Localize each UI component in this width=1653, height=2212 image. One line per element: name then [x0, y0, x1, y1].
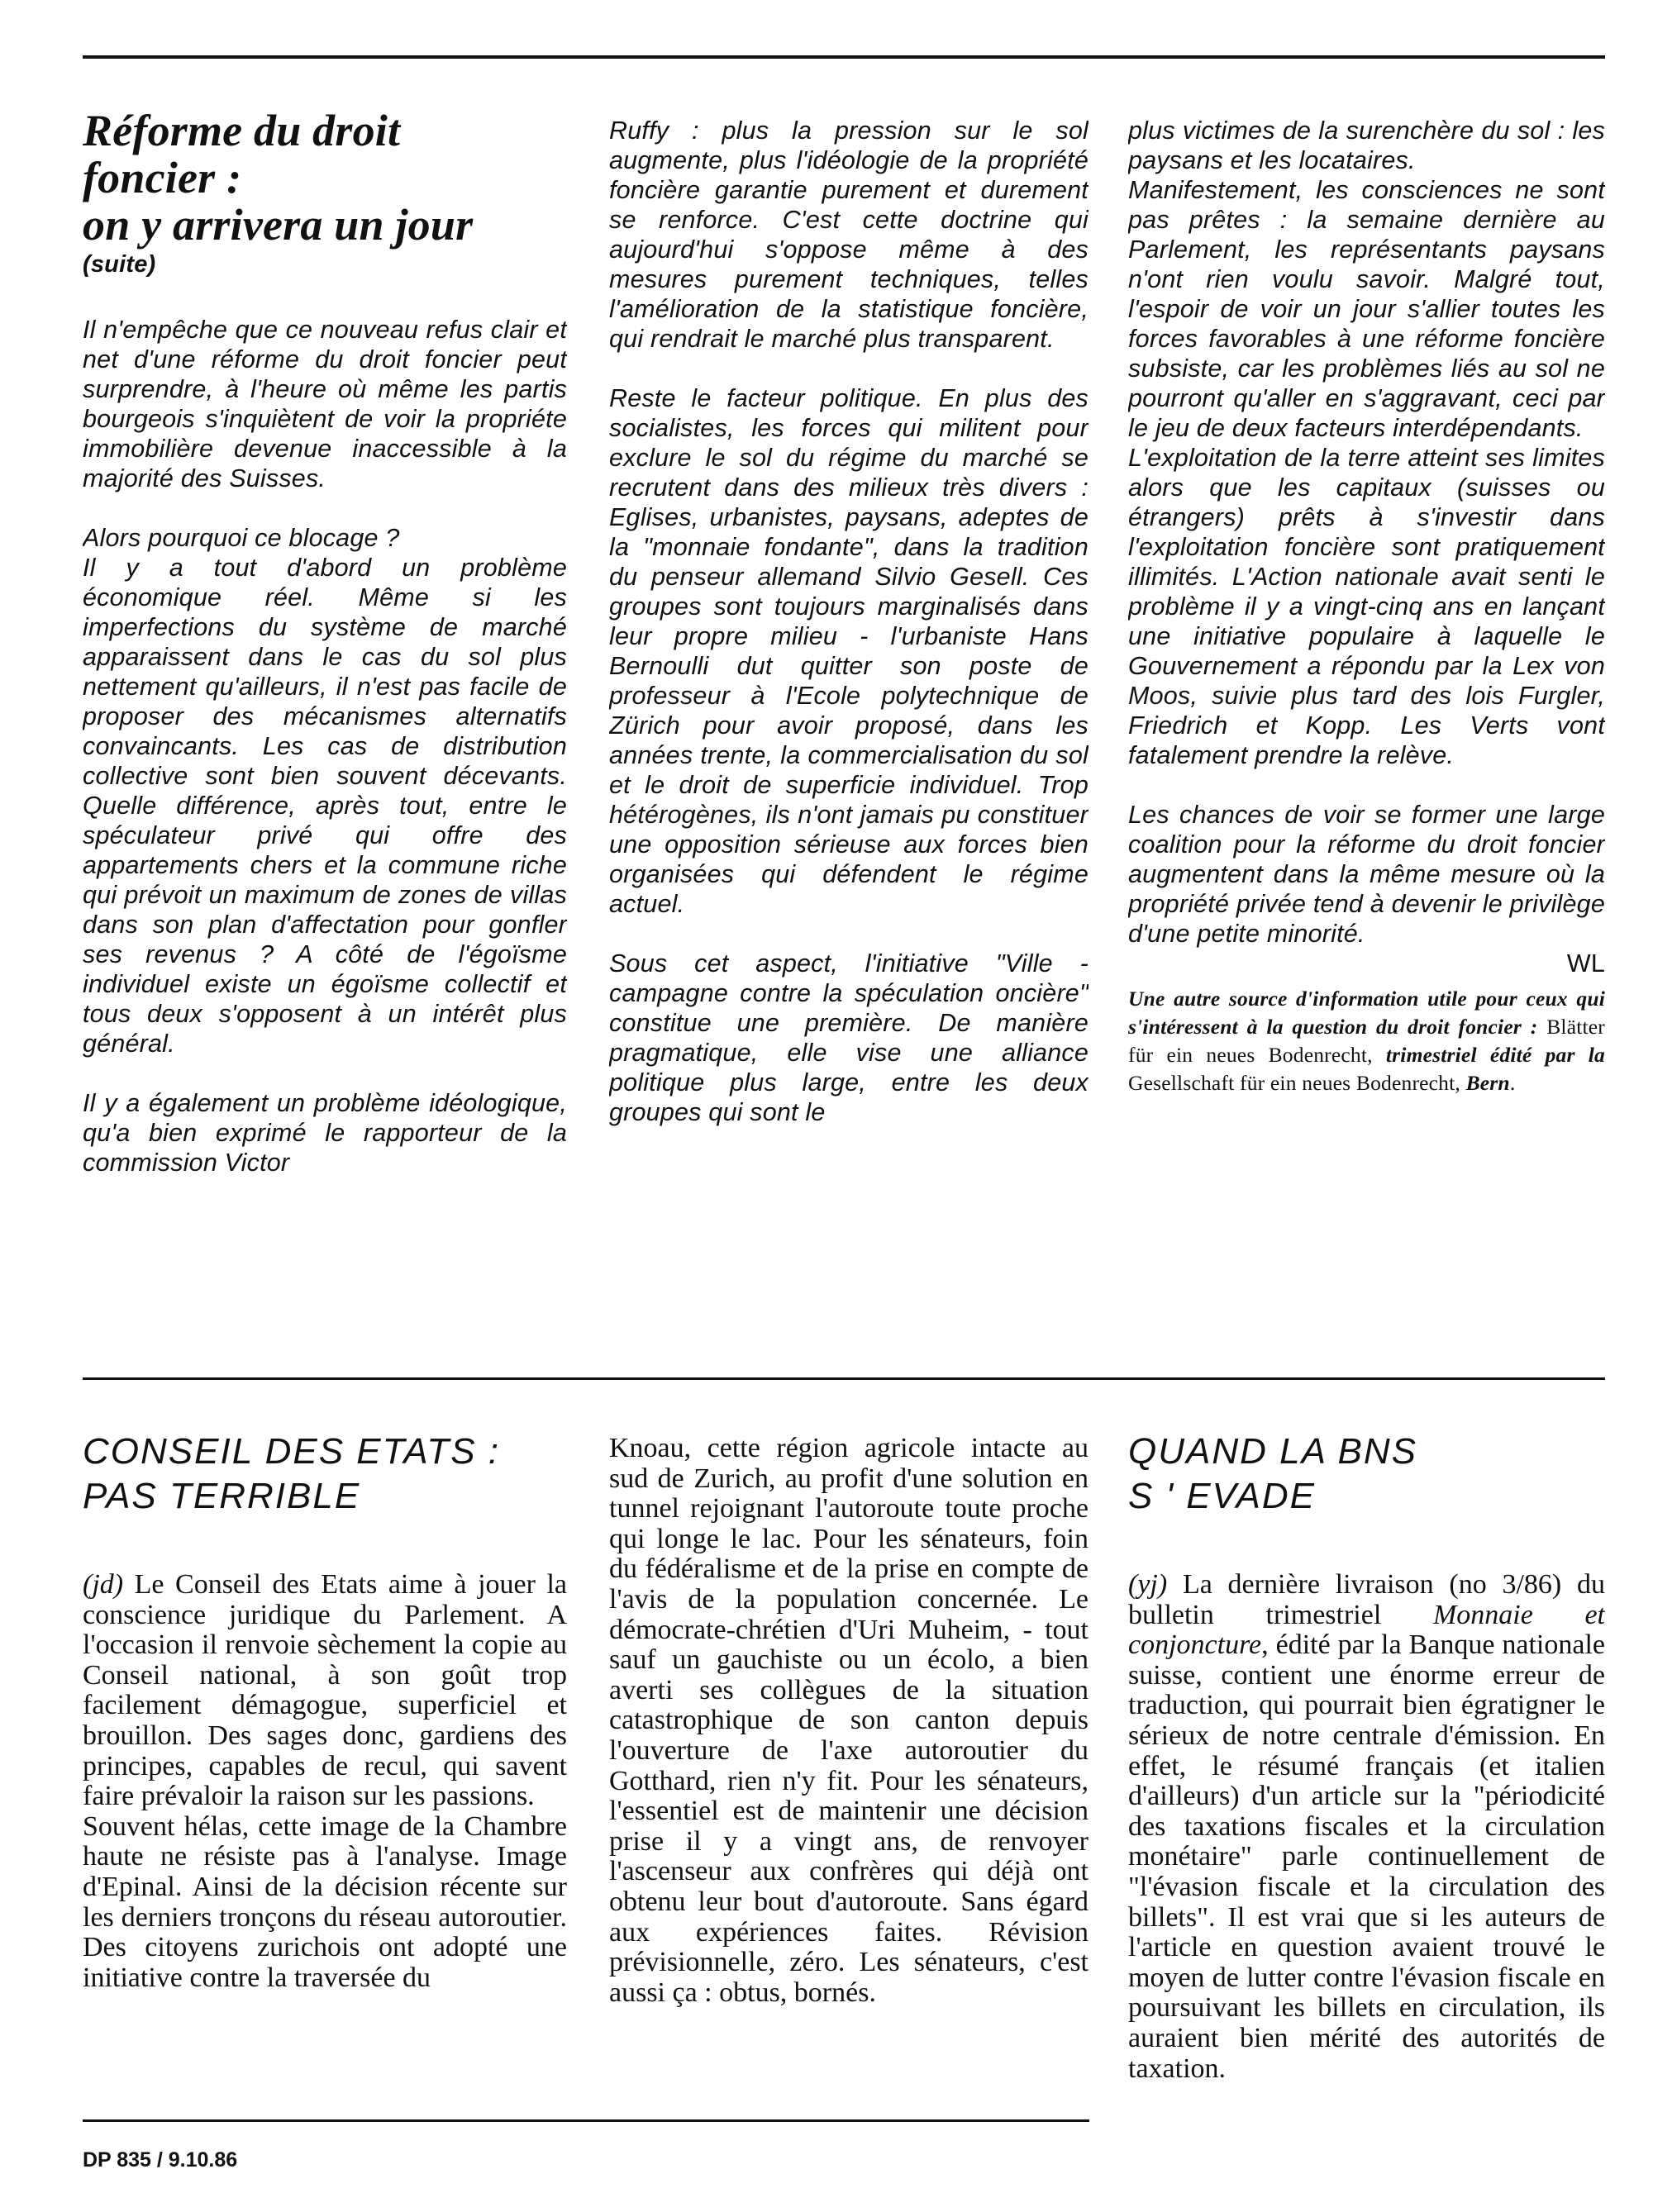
article1-paragraph: L'exploitation de la terre atteint ses limites alors que les capitaux (suisses ou étrangers) prêts à s'investir dans l'exploitation foncière sont pratiquement illimités. L'Action nationale avait senti le problème il y a vingt-cinq ans en lançant une initiative populaire à laquelle le Gouvernement a répondu par la Lex von Moos, suivie plus tard des lois Furgler, Friedrich et Kopp. Les Verts vont fatalement prendre la relève.: [1128, 444, 1605, 769]
article2-paragraph: (jd) Le Conseil des Etats aime à jouer la conscience juridique du Parlement. A l'occasion il renvoie sèchement la copie au Conseil national, à son goût trop facilement démagogue, superficiel et brouillon. Des sages donc, gardiens des principes, capables de recul, qui savent faire prévaloir la raison sur les passions.: [83, 1569, 567, 1812]
article2-paragraph: Souvent hélas, cette image de la Chambre haute ne résiste pas à l'analyse. Image d'Epinal. Ainsi de la décision récente sur les derniers tronçons du réseau autoroutier. Des citoyens zurichois ont adopté une initiative contre la traversée du: [83, 1810, 567, 1993]
article1-subtitle: (suite): [83, 251, 156, 278]
article2-paragraph: Knoau, cette région agricole intacte au sud de Zurich, au profit d'une solution en tunnel rejoignant l'autoroute toute proche qui longe le lac. Pour les sénateurs, foin du fédéralisme et de la prise en compte de l'avis de la population concernée. Le démocrate-chrétien d'Uri Muheim, - tout sauf un gauchiste ou un écolo, a bien averti ses collègues de la situation catastrophique de son canton depuis l'ouverture de l'axe autoroutier du Gotthard, rien n'y fit. Pour les sénateurs, l'essentiel est de maintenir une décision prise il y a vingt ans, de renvoyer l'ascenseur aux confrères qui déjà ont obtenu leur bout d'autoroute. Sans égard aux expériences faites. Révision prévisionnelle, zéro. Les sénateurs, c'est aussi ça : obtus, bornés.: [609, 1434, 1089, 2008]
top-rule: [83, 55, 1605, 59]
article3-paragraph: (yj) La dernière livraison (no 3/86) du bulletin trimestriel Monnaie et conjoncture, édité par la Banque nationale suisse, contient une énorme erreur de traduction, qui pourrait bien égratigner le sérieux de notre centrale d'émission. En effet, le résumé français (et italien d'ailleurs) d'un article sur la "périodicité des taxations fiscales et la circulation monétaire" parle continuellement de "l'évasion fiscale et la circulation des billets". Il est vrai que si les auteurs de l'article en question avaient trouvé le moyen de lutter contre l'évasion fiscale en poursuivant les billets en circulation, ils auraient bien mérité des autorités de taxation.: [1128, 1569, 1605, 2084]
article1-column-2: [609, 116, 1089, 1355]
article3-title: QUAND LA BNS S ' EVADE: [1128, 1431, 1418, 1516]
article1-subheading: Alors pourquoi ce blocage ?: [83, 524, 400, 552]
article1-source-note: Une autre source d'information utile pour ceux qui s'intéressent à la question du droit foncier : Blätter für ein neues Bodenrecht, trimestriel édité par la Gesellschaft für ein neues Bodenrecht, Bern.: [1128, 987, 1605, 1095]
article1-paragraph: Reste le facteur politique. En plus des socialistes, les forces qui militent pour exclure le sol du régime du marché se recrutent dans des milieux très divers : Eglises, urbanistes, paysans, adeptes de la "monnaie fondante", dans la tradition du penseur allemand Silvio Gesell. Ces groupes sont toujours marginalisés dans leur propre milieu - l'urbaniste Hans Bernoulli dut quitter son poste de professeur à l'Ecole polytechnique de Zürich pour avoir proposé, dans les années trente, la commercialisation du sol et le droit de superficie individuel. Trop hétérogènes, ils n'ont jamais pu constituer une opposition sérieuse aux forces bien organisées qui défendent le régime actuel.: [609, 384, 1089, 918]
article1-signature: WL: [1566, 949, 1605, 978]
article1-column-1: [83, 107, 567, 1347]
article1-paragraph: Il y a tout d'abord un problème économique réel. Même si les imperfections du système de marché apparaissent dans le cas du sol plus nettement qu'ailleurs, il n'est pas facile de proposer des mécanismes alternatifs convaincants. Les cas de distribution collective sont bien souvent décevants. Quelle différence, après tout, entre le spéculateur privé qui offre des appartements chers et la commune riche qui prévoit un maximum de zones de villas dans son plan d'affectation pour gonfler ses revenus ? A côté de l'égoïsme individuel existe un égoïsme collectif et tous deux s'opposent à un intérêt plus général.: [83, 554, 567, 1058]
article2-title: CONSEIL DES ETATS : PAS TERRIBLE: [83, 1431, 501, 1516]
page-footer: DP 835 / 9.10.86: [83, 2148, 238, 2172]
middle-rule: [83, 1377, 1605, 1380]
article1-column-3: [1128, 116, 1605, 1355]
article1-paragraph: Sous cet aspect, l'initiative "Ville - campagne contre la spéculation oncière" constitue une première. De manière pragmatique, elle vise une alliance politique plus large, entre les deux groupes qui sont le: [609, 949, 1089, 1126]
article2-bottom-rule: [83, 2119, 1089, 2122]
article1-paragraph: plus victimes de la surenchère du sol : les paysans et les locataires.: [1128, 117, 1605, 174]
article1-paragraph: Manifestement, les consciences ne sont pas prêtes : la semaine dernière au Parlement, les représentants paysans n'ont rien voulu savoir. Malgré tout, l'espoir de voir un jour s'allier toutes les forces favorables à une réforme foncière subsiste, car les problèmes liés au sol ne pourront qu'aller en s'aggravant, ceci par le jeu de deux facteurs interdépendants.: [1128, 176, 1605, 442]
article1-paragraph: Il y a également un problème idéologique, qu'a bien exprimé le rapporteur de la commission Victor: [83, 1089, 567, 1177]
article2-column-2: [609, 1434, 1089, 2115]
article1-paragraph: Il n'empêche que ce nouveau refus clair et net d'une réforme du droit foncier peut surprendre, à l'heure où même les partis bourgeois s'inquiètent de voir la propriéte immobilière devenue inaccessible à la majorité des Suisses.: [83, 316, 567, 492]
article1-paragraph: Ruffy : plus la pression sur le sol augmente, plus l'idéologie de la propriété foncière garantie purement et durement se renforce. C'est cette doctrine qui aujourd'hui s'oppose même à des mesures purement techniques, telles l'amélioration de la statistique foncière, qui rendrait le marché plus transparent.: [609, 117, 1089, 353]
article1-title: Réforme du droit foncier : on y arrivera un jour: [83, 107, 474, 250]
article1-paragraph: Les chances de voir se former une large coalition pour la réforme du droit foncier augmentent dans la même mesure où la propriété privée tend à devenir le privilège d'une petite minorité.: [1128, 801, 1605, 948]
article3-column: [1128, 1429, 1605, 2140]
article2-column-1: [83, 1429, 567, 2115]
